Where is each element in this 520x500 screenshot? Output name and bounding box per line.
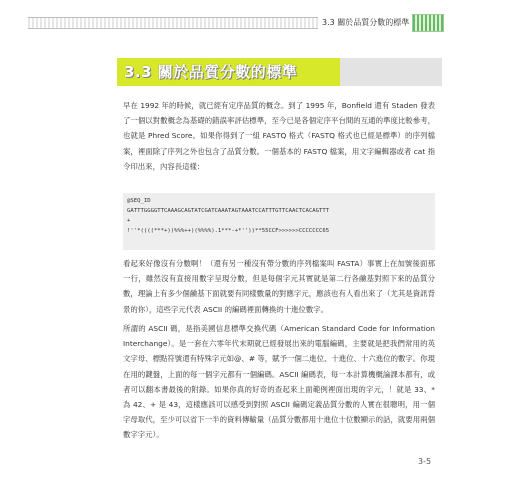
running-title: 3.3 關於品質分數的標準 [318, 15, 413, 30]
code-line: !''*((((***+))%%%++)(%%%%).1***-+*''))**55CCF>>>>>>CCCCCCC65 [127, 228, 330, 234]
paragraph-explanation: 看起來好像沒有分數啊！（還有另一種沒有帶分數的序列檔案叫 FASTA）事實上在加號後面那一行，雖然沒有直接用數字呈現分數，但是每個字元其實就是第二行各鹼基對照下來的品質分數，理論上有多少個鹼基下面就要有同樣數量的對應字元，應該也有人看出來了（尤其是資訊背景的你），這些字元代表 ASCII 的編碼裡面轉換的十進位數字。 [123, 259, 435, 314]
paragraph-ascii: 所謂的 ASCII 碼，是指美國信息標準交換代碼（American Standard Code for Information Interchange）。是一套在六零年代末期就已經發展出來的電腦編碼，主要就是把我們常用的英文字母、標點符號還有特殊字元如@、# 等，賦予一個二進位、十進位、十六進位的數字。你現在用的鍵盤，上面的每一個字元都有一個編碼。ASCII 編碼表，每一本計算機概論課本都有，或者可以翻本書最後的附錄。如果你真的好奇的查起來上面範例裡面出現的字元，！就是 33、* 為 42、+ 是 43，這樣應該可以感受到對照 ASCII 編碼定義品質分數的人實在很聰明，用一個字母取代，至少可以省下一半的資料傳輸量（品質分數都用十進位十位數顯示的話，就要用兩個數字字元）。 [123, 324, 435, 440]
fastq-code-block [123, 193, 435, 250]
page-number: 3-5 [418, 457, 432, 466]
paragraph-intro: 早在 1992 年的時候，就已經有定序品質的概念。到了 1995 年，Bonfield 還有 Staden 發表了一個以對數概念為基礎的錯誤率評估標準，至今已是各個定序平台間的互通的準度比較參考，也就是 Phred Score。如果你得到了一組 FASTQ 格式（FASTQ 格式也已經是標準）的序列檔案，裡面除了序列之外也包含了品質分數。一個基本的 FASTQ 檔案，用文字編輯器或者 cat 指令印出來，內容長這樣： [123, 101, 435, 171]
code-line: @SEQ_ID [127, 198, 151, 204]
section-title: 3.3 關於品質分數的標準 [124, 63, 298, 81]
code-line: GATTTGGGGTTCAAAGCAGTATCGATCAAATAGTAAATCCATTTGTTCAACTCACAGTTT [127, 208, 330, 214]
code-line: + [127, 218, 131, 224]
chapter-tab-marker [412, 14, 444, 32]
